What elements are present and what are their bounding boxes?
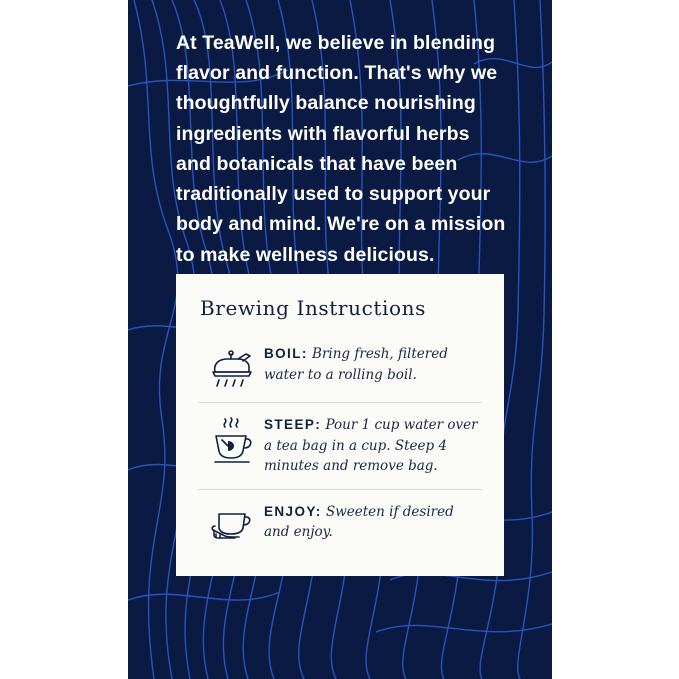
kettle-icon <box>198 344 264 390</box>
brewing-step-steep <box>198 402 482 489</box>
brewing-step-body: Sweeten if desired and enjoy. <box>264 503 454 541</box>
brewing-step-boil <box>198 332 482 402</box>
brewing-step-body: Bring fresh, filtered water to a rolling boil. <box>264 346 448 383</box>
teacup-icon <box>198 415 264 467</box>
brewing-instructions-card <box>176 274 504 576</box>
brewing-instructions-title: Brewing Instructions <box>200 296 426 320</box>
brewing-step-body: Pour 1 cup water over a tea bag in a cup. Steep 4 minutes and remove bag. <box>264 417 478 475</box>
brewing-step-enjoy <box>198 489 482 556</box>
tea-package-panel <box>128 0 552 679</box>
hand-holding-cup-icon <box>198 502 264 544</box>
brewing-step-text <box>264 415 482 477</box>
brand-description-text: At TeaWell, we believe in blending flavor and function. That's why we thoughtfully balance nourishing ingredients with flavorful herbs and botanicals that have been traditionally used to support your body and mind. We're on a mission to make wellness delicious. <box>176 32 511 266</box>
brewing-step-label: STEEP: <box>264 417 322 432</box>
brewing-step-text <box>264 344 482 385</box>
brewing-step-label: BOIL: <box>264 346 308 361</box>
brewing-step-text <box>264 502 482 543</box>
brewing-step-label: ENJOY: <box>264 503 322 519</box>
